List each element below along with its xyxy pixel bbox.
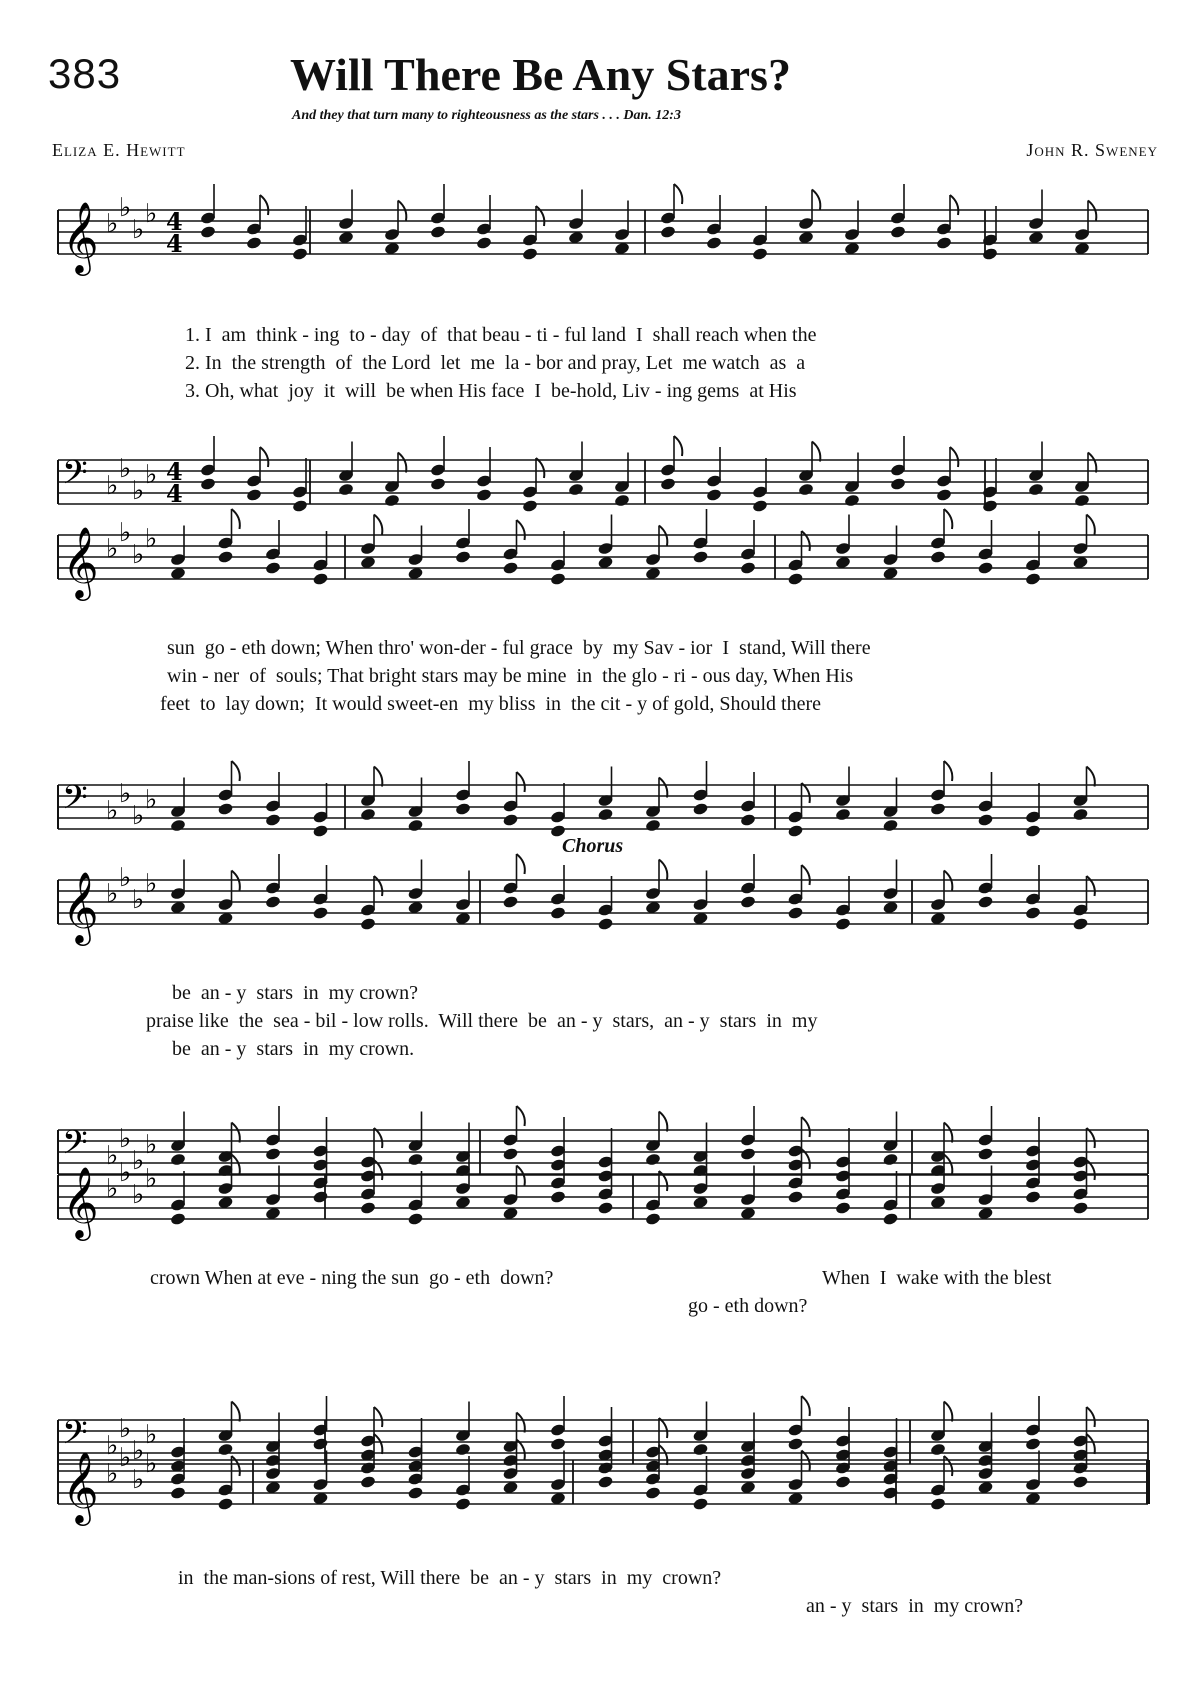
bass-clef-icon: 𝄢	[62, 1414, 88, 1460]
note-head	[882, 1212, 899, 1226]
treble-clef-icon: 𝄞	[62, 870, 99, 943]
note-head	[217, 802, 234, 816]
note-head	[384, 493, 401, 507]
note-flag	[260, 447, 268, 467]
note-flag	[374, 515, 382, 535]
note-head	[360, 1475, 377, 1489]
flat-icon: ♭	[132, 1465, 145, 1495]
note-flag	[232, 1402, 240, 1422]
flat-icon: ♭	[132, 1436, 145, 1466]
note-head	[217, 1497, 234, 1511]
note-head	[455, 802, 472, 816]
note-head	[787, 824, 804, 838]
note-flag	[232, 1155, 240, 1175]
flat-icon: ♭	[119, 779, 132, 809]
flat-icon: ♭	[119, 454, 132, 484]
note-flag	[659, 1112, 667, 1132]
note-head	[1025, 824, 1042, 838]
note-head	[597, 807, 614, 821]
time-signature: 4	[166, 479, 183, 508]
lyric-line-s2-v3: feet to lay down; It would sweet-en my bliss in the cit - y of gold, Should there	[160, 693, 821, 715]
note-flag	[1087, 1407, 1095, 1427]
note-flag	[802, 1396, 810, 1416]
note-head	[455, 1497, 472, 1511]
flat-icon: ♭	[106, 796, 119, 826]
note-head	[1072, 1475, 1089, 1489]
flat-icon: ♭	[145, 1130, 158, 1160]
note-head	[170, 1152, 187, 1166]
treble-clef-icon: 𝄞	[62, 1450, 99, 1523]
note-head	[312, 572, 329, 586]
flat-icon: ♭	[106, 1431, 119, 1461]
flat-icon: ♭	[132, 215, 145, 245]
note-flag	[812, 442, 820, 462]
note-head	[740, 561, 757, 575]
note-head	[890, 477, 907, 491]
note-head	[292, 247, 309, 261]
note-head	[706, 236, 723, 250]
note-head	[835, 1201, 852, 1215]
treble-clef-icon: 𝄞	[62, 200, 99, 273]
note-head	[936, 488, 953, 502]
note-flag	[944, 761, 952, 781]
flat-icon: ♭	[106, 471, 119, 501]
note-head	[476, 236, 493, 250]
note-flag	[232, 1456, 240, 1476]
lyric-line-s2-v2: win - ner of souls; That bright stars may be mine in the glo - ri - ous day, When His	[167, 665, 854, 687]
note-head	[550, 572, 567, 586]
note-flag	[398, 453, 406, 473]
note-flag	[517, 854, 525, 874]
scripture-reference: And they that turn many to righteousness as the stars . . . Dan. 12:3	[292, 108, 681, 123]
note-head	[430, 225, 447, 239]
note-flag	[802, 531, 810, 551]
flat-icon: ♭	[132, 885, 145, 915]
lyric-line-s4-right: When I wake with the blest	[822, 1267, 1052, 1289]
note-head	[200, 225, 217, 239]
note-head	[692, 550, 709, 564]
time-signature: 4	[166, 457, 183, 486]
flat-icon: ♭	[132, 540, 145, 570]
note-flag	[517, 520, 525, 540]
note-head	[568, 482, 585, 496]
note-flag	[659, 1445, 667, 1465]
flat-icon: ♭	[132, 1146, 145, 1176]
flat-icon: ♭	[106, 1141, 119, 1171]
lyricist-credit: Eliza E. Hewitt	[52, 140, 186, 160]
note-flag	[536, 458, 544, 478]
flat-icon: ♭	[145, 460, 158, 490]
flat-icon: ♭	[145, 524, 158, 554]
note-head	[692, 1442, 709, 1456]
note-head	[170, 1486, 187, 1500]
note-head	[740, 1147, 757, 1161]
note-head	[936, 236, 953, 250]
note-flag	[950, 447, 958, 467]
note-head	[740, 895, 757, 909]
time-signature: 4	[166, 229, 183, 258]
note-head	[407, 1486, 424, 1500]
note-head	[1072, 807, 1089, 821]
note-head	[645, 1212, 662, 1226]
note-head	[882, 1152, 899, 1166]
note-head	[312, 824, 329, 838]
flat-icon: ♭	[119, 863, 132, 893]
lyric-line-s3-v2: praise like the sea - bil - low rolls. Will there be an - y stars, an - y stars in my	[146, 1010, 818, 1032]
note-head	[645, 818, 662, 832]
note-head	[522, 247, 539, 261]
flat-icon: ♭	[145, 1164, 158, 1194]
flat-icon: ♭	[145, 1420, 158, 1450]
note-head	[170, 818, 187, 832]
note-head	[930, 550, 947, 564]
note-flag	[1087, 1434, 1095, 1454]
note-flag	[1087, 767, 1095, 787]
note-head	[360, 807, 377, 821]
note-flag	[950, 195, 958, 215]
note-flag	[944, 1456, 952, 1476]
note-head	[614, 493, 631, 507]
note-head	[265, 1147, 282, 1161]
note-flag	[260, 195, 268, 215]
flat-icon: ♭	[145, 869, 158, 899]
note-head	[1072, 917, 1089, 931]
note-head	[835, 807, 852, 821]
bass-clef-icon: 𝄢	[62, 1124, 88, 1170]
note-head	[217, 550, 234, 564]
note-head	[407, 1152, 424, 1166]
note-head	[977, 1147, 994, 1161]
note-head	[645, 1152, 662, 1166]
note-head	[455, 1442, 472, 1456]
flat-icon: ♭	[119, 1158, 132, 1188]
note-head	[1025, 1190, 1042, 1204]
note-head	[1025, 572, 1042, 586]
note-head	[312, 906, 329, 920]
note-flag	[659, 778, 667, 798]
flat-icon: ♭	[119, 518, 132, 548]
note-head	[660, 477, 677, 491]
note-flag	[674, 436, 682, 456]
note-head	[752, 247, 769, 261]
note-head	[312, 1190, 329, 1204]
note-head	[246, 236, 263, 250]
note-head	[1025, 906, 1042, 920]
flat-icon: ♭	[132, 476, 145, 506]
flat-icon: ♭	[119, 1414, 132, 1444]
note-flag	[944, 1123, 952, 1143]
note-head	[692, 802, 709, 816]
note-head	[752, 499, 769, 513]
lyric-line-s1-v1: 1. I am think - ing to - day of that beau - ti - ful land I shall reach when the	[185, 324, 817, 346]
note-head	[835, 1475, 852, 1489]
note-head	[170, 1212, 187, 1226]
note-flag	[659, 1418, 667, 1438]
note-head	[1074, 493, 1091, 507]
note-head	[844, 493, 861, 507]
flat-icon: ♭	[106, 879, 119, 909]
lyric-line-s2-v1: sun go - eth down; When thro' won-der - ful grace by my Sav - ior I stand, Will there	[167, 637, 871, 659]
flat-icon: ♭	[119, 1124, 132, 1154]
note-flag	[812, 190, 820, 210]
treble-clef-icon: 𝄞	[62, 525, 99, 598]
note-head	[597, 917, 614, 931]
note-head	[787, 1190, 804, 1204]
flat-icon: ♭	[119, 1443, 132, 1473]
note-head	[430, 477, 447, 491]
note-flag	[802, 865, 810, 885]
note-flag	[1087, 1128, 1095, 1148]
note-flag	[232, 509, 240, 529]
hymn-title: Will There Be Any Stars?	[290, 49, 791, 100]
note-head	[740, 813, 757, 827]
note-head	[787, 906, 804, 920]
note-flag	[944, 1155, 952, 1175]
note-flag	[944, 509, 952, 529]
time-signature: 4	[166, 207, 183, 236]
note-flag	[802, 1117, 810, 1137]
lyric-line-s1-v3: 3. Oh, what joy it will be when His face I be-hold, Liv - ing gems at His	[185, 380, 797, 402]
flat-icon: ♭	[132, 801, 145, 831]
note-flag	[374, 1128, 382, 1148]
lyric-line-s4-echo: go - eth down?	[688, 1295, 808, 1317]
note-head	[502, 813, 519, 827]
note-head	[977, 895, 994, 909]
note-head	[787, 1437, 804, 1451]
flat-icon: ♭	[145, 199, 158, 229]
note-head	[1028, 482, 1045, 496]
note-head	[292, 499, 309, 513]
treble-clef-icon: 𝄞	[62, 1165, 99, 1238]
note-head	[882, 818, 899, 832]
note-head	[798, 482, 815, 496]
note-head	[787, 572, 804, 586]
note-head	[217, 1442, 234, 1456]
note-head	[360, 1201, 377, 1215]
note-head	[265, 895, 282, 909]
note-flag	[1088, 453, 1096, 473]
flat-icon: ♭	[145, 1449, 158, 1479]
lyric-line-s3-v1: be an - y stars in my crown?	[172, 982, 419, 1004]
note-head	[522, 499, 539, 513]
note-head	[455, 550, 472, 564]
note-head	[660, 225, 677, 239]
lyric-line-s4-main: crown When at eve - ning the sun go - eth down?	[150, 1267, 554, 1289]
note-head	[597, 1201, 614, 1215]
note-flag	[674, 184, 682, 204]
note-head	[930, 802, 947, 816]
note-head	[645, 1486, 662, 1500]
note-head	[890, 225, 907, 239]
note-flag	[374, 767, 382, 787]
composer-credit: John R. Sweney	[1026, 140, 1158, 160]
note-flag	[232, 1123, 240, 1143]
lyric-line-s3-v3: be an - y stars in my crown.	[172, 1038, 415, 1060]
note-head	[706, 488, 723, 502]
lyric-line-s5-echo: an - y stars in my crown?	[806, 1595, 1024, 1617]
note-head	[977, 561, 994, 575]
note-head	[502, 895, 519, 909]
note-head	[692, 1497, 709, 1511]
note-head	[1025, 1437, 1042, 1451]
flat-icon: ♭	[132, 1180, 145, 1210]
flat-icon: ♭	[106, 1174, 119, 1204]
note-head	[476, 488, 493, 502]
note-head	[977, 813, 994, 827]
note-flag	[944, 1402, 952, 1422]
note-flag	[374, 1434, 382, 1454]
bass-clef-icon: 𝄢	[62, 779, 88, 825]
flat-icon: ♭	[145, 785, 158, 815]
note-head	[930, 1442, 947, 1456]
note-head	[930, 1497, 947, 1511]
note-head	[360, 917, 377, 931]
note-head	[502, 1147, 519, 1161]
note-head	[407, 1212, 424, 1226]
note-head	[550, 1190, 567, 1204]
note-flag	[517, 772, 525, 792]
note-head	[338, 482, 355, 496]
note-flag	[517, 1106, 525, 1126]
note-flag	[232, 761, 240, 781]
note-head	[312, 1437, 329, 1451]
hymn-number: 383	[48, 50, 122, 97]
note-flag	[517, 1413, 525, 1433]
note-head	[246, 488, 263, 502]
bass-clef-icon: 𝄢	[62, 454, 88, 500]
note-flag	[374, 1407, 382, 1427]
note-flag	[536, 206, 544, 226]
flat-icon: ♭	[106, 534, 119, 564]
note-head	[835, 917, 852, 931]
note-head	[1072, 1201, 1089, 1215]
note-head	[550, 906, 567, 920]
note-flag	[1087, 876, 1095, 896]
note-flag	[374, 876, 382, 896]
note-head	[265, 561, 282, 575]
chorus-label: Chorus	[562, 835, 624, 857]
note-head	[502, 561, 519, 575]
note-head	[265, 813, 282, 827]
note-head	[407, 818, 424, 832]
note-head	[550, 1437, 567, 1451]
note-flag	[802, 783, 810, 803]
flat-icon: ♭	[106, 1459, 119, 1489]
lyric-line-s1-v2: 2. In the strength of the Lord let me la - bor and pray, Let me watch as a	[185, 352, 806, 374]
lyric-line-s5-main: in the man-sions of rest, Will there be an - y stars in my crown?	[178, 1567, 722, 1589]
note-head	[597, 1475, 614, 1489]
note-flag	[659, 860, 667, 880]
note-flag	[1087, 515, 1095, 535]
flat-icon: ♭	[106, 209, 119, 239]
flat-icon: ♭	[119, 193, 132, 223]
note-head	[200, 477, 217, 491]
